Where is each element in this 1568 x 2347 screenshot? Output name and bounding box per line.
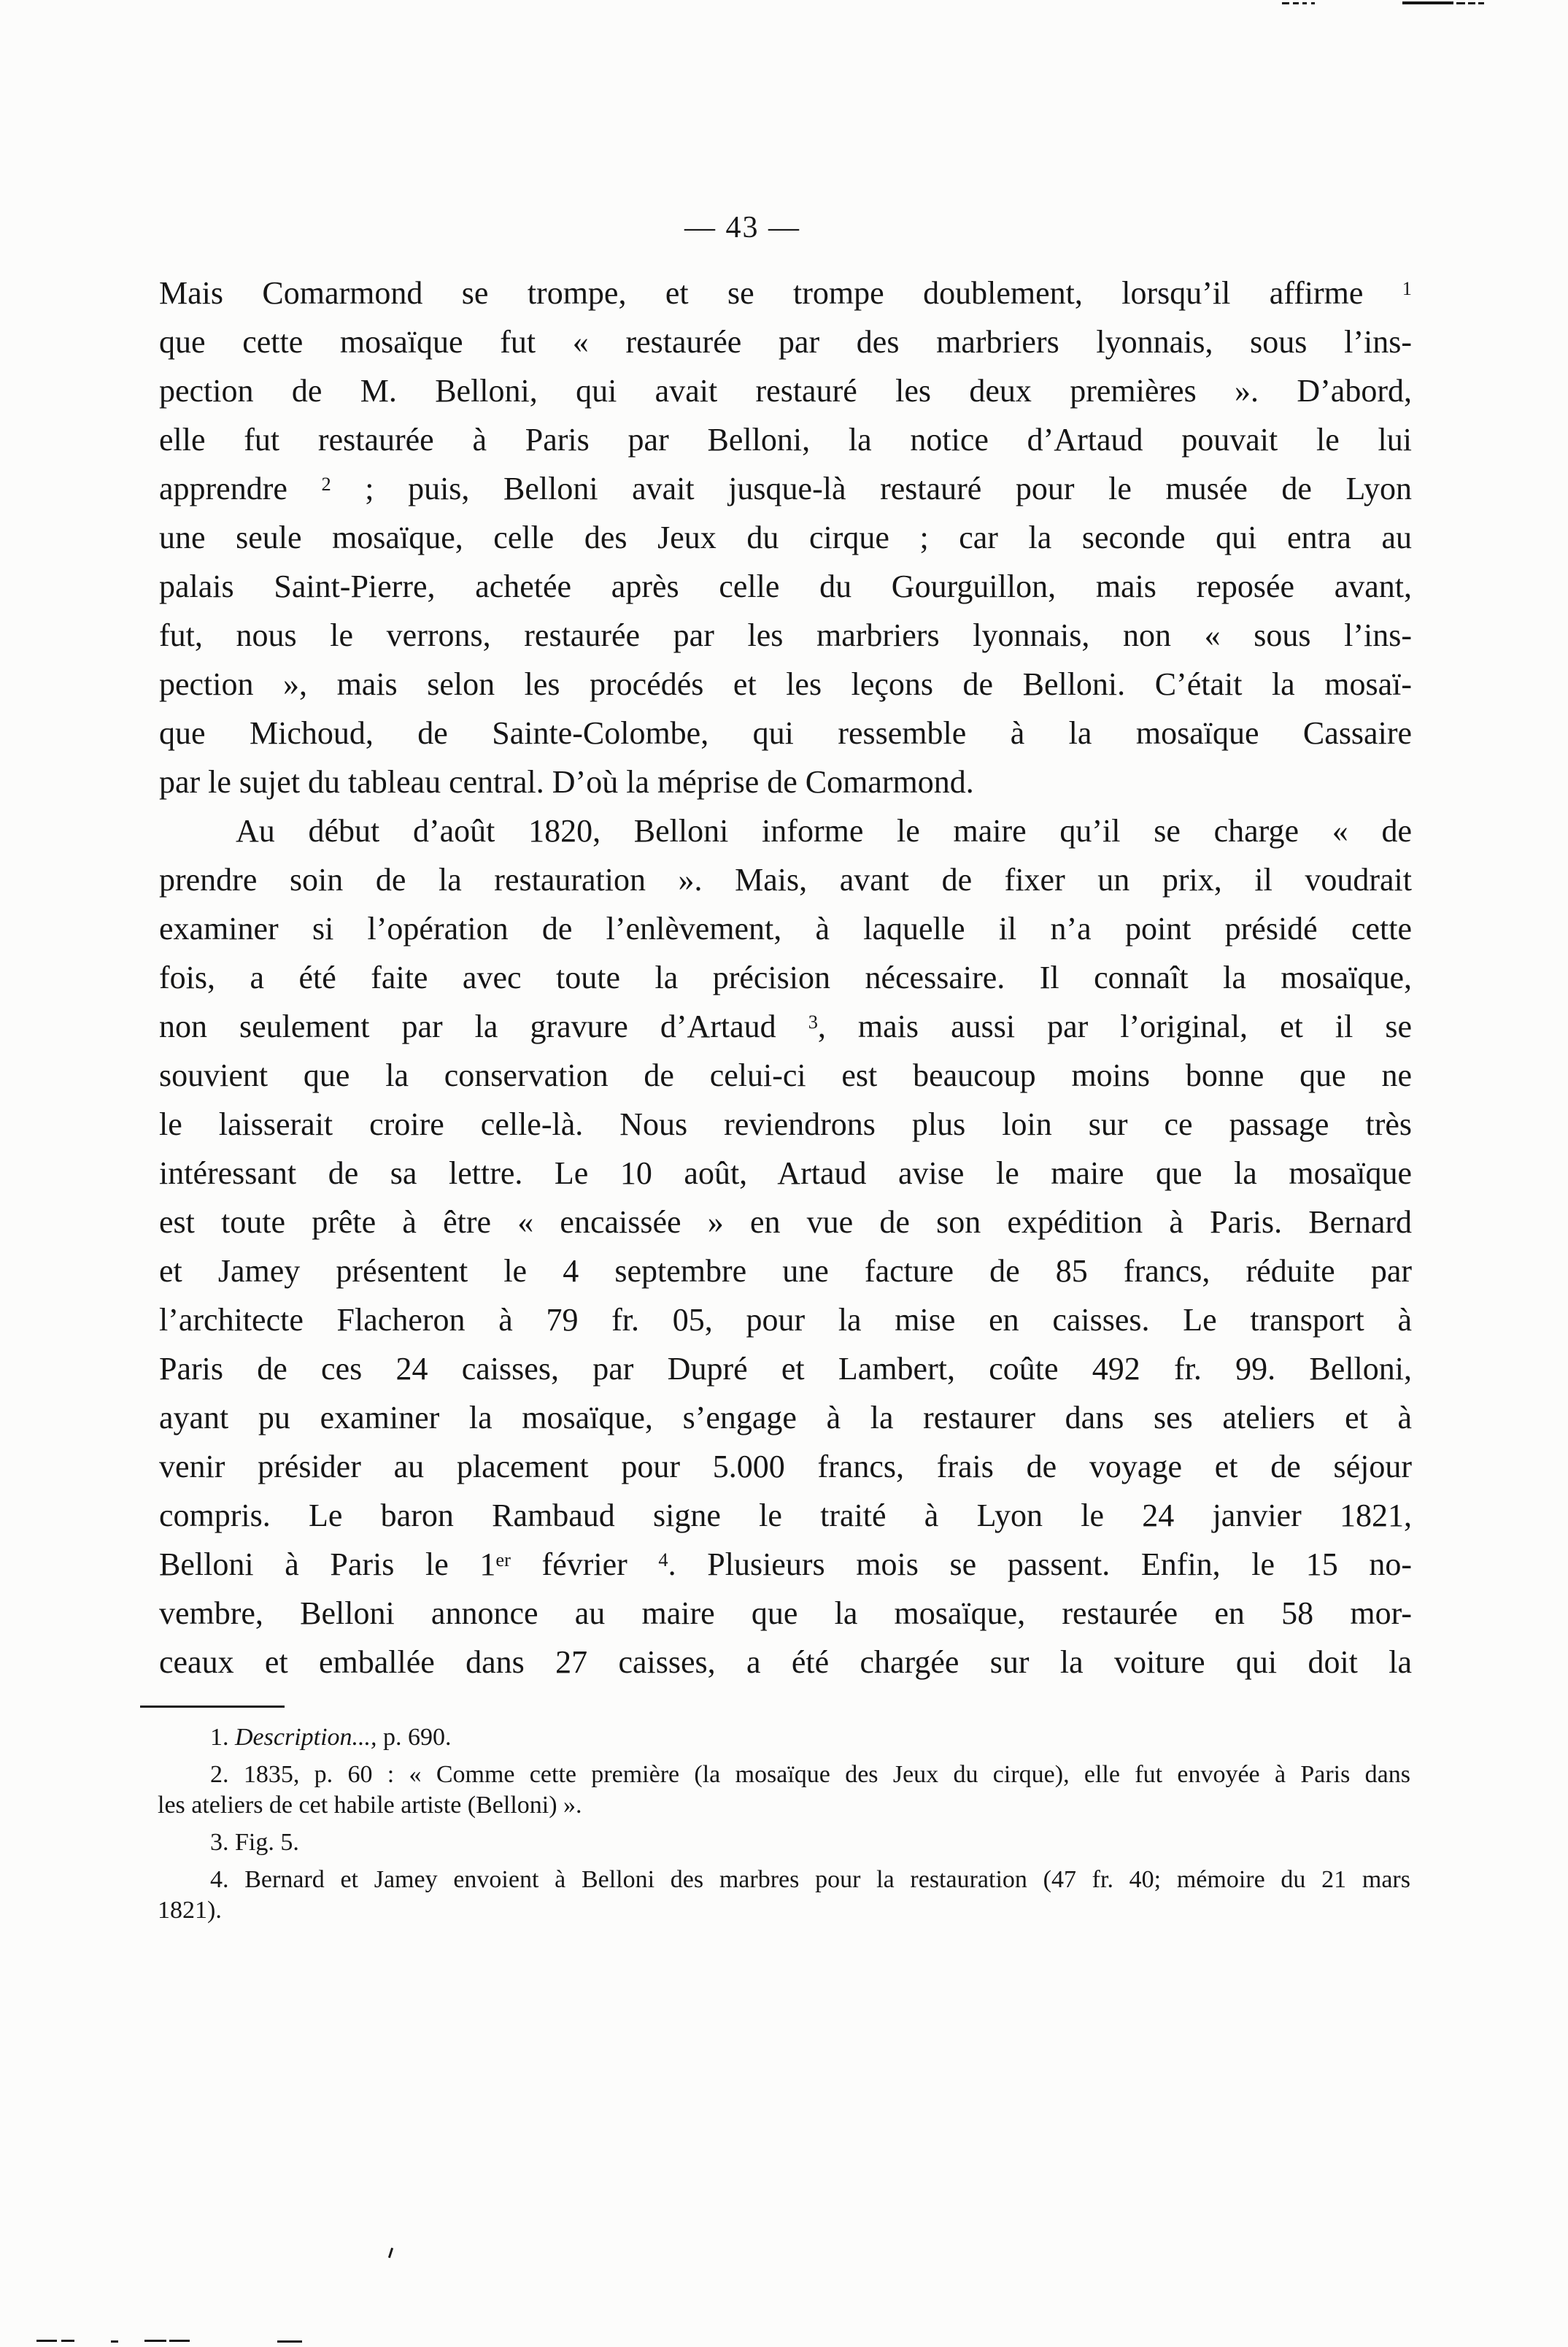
footnote-line: 3. Fig. 5. bbox=[210, 1829, 299, 1856]
body-line: prendre soin de la restauration ». Mais, avant de fixer un prix, il voudrait bbox=[159, 862, 1412, 898]
body-line: venir présider au placement pour 5.000 francs, frais de voyage et de séjour bbox=[159, 1449, 1412, 1484]
body-line: et Jamey présentent le 4 septembre une facture de 85 francs, réduite par bbox=[159, 1253, 1412, 1289]
footnote-line: les ateliers de cet habile artiste (Belloni) ». bbox=[158, 1792, 582, 1819]
body-line: examiner si l’opération de l’enlèvement, à laquelle il n’a point présidé cette bbox=[159, 911, 1412, 947]
footnote-reference: 1 bbox=[1402, 277, 1412, 300]
body-line: souvient que la conservation de celui-ci est beaucoup moins bonne que ne bbox=[159, 1057, 1412, 1093]
scan-artifact bbox=[1282, 2, 1289, 4]
footnote-item bbox=[158, 1827, 1410, 1858]
body-line: compris. Le baron Rambaud signe le traité à Lyon le 24 janvier 1821, bbox=[159, 1498, 1412, 1533]
scan-artifact bbox=[1302, 2, 1307, 4]
body-line: vembre, Belloni annonce au maire que la mosaïque, restaurée en 58 mor- bbox=[159, 1595, 1412, 1631]
body-line: pection de M. Belloni, qui avait restauré les deux premières ». D’abord, bbox=[159, 373, 1412, 409]
page-number: — 43 — bbox=[684, 211, 800, 244]
scan-artifact bbox=[169, 2340, 190, 2342]
body-line: une seule mosaïque, celle des Jeux du cirque ; car la seconde qui entra au bbox=[159, 520, 1412, 555]
body-line: que cette mosaïque fut « restaurée par des marbriers lyonnais, sous l’ins- bbox=[159, 324, 1412, 360]
footnote-line: 2. 1835, p. 60 : « Comme cette première (la mosaïque des Jeux du cirque), elle fut envoyée à Paris dans bbox=[210, 1761, 1410, 1788]
footnote-reference: er bbox=[495, 1549, 511, 1571]
body-line: pection », mais selon les procédés et les leçons de Belloni. C’était la mosaï- bbox=[159, 666, 1412, 702]
footnotes bbox=[158, 1722, 1410, 1932]
scan-artifact bbox=[144, 2340, 166, 2342]
scan-artifact bbox=[1402, 1, 1453, 4]
emphasized-text: Description..., bbox=[235, 1724, 377, 1751]
body-line: elle fut restaurée à Paris par Belloni, la notice d’Artaud pouvait le lui bbox=[159, 422, 1412, 458]
body-line: ayant pu examiner la mosaïque, s’engage à la restaurer dans ses ateliers et à bbox=[159, 1400, 1412, 1435]
scan-artifact bbox=[36, 2340, 57, 2342]
body-line: le laisserait croire celle-là. Nous reviendrons plus loin sur ce passage très bbox=[159, 1106, 1412, 1142]
body-line: fut, nous le verrons, restaurée par les marbriers lyonnais, non « sous l’ins- bbox=[159, 617, 1412, 653]
body-line: Mais Comarmond se trompe, et se trompe doublement, lorsqu’il affirme $^1$ bbox=[159, 275, 1412, 311]
scan-artifact bbox=[1311, 2, 1315, 4]
scan-artifact bbox=[1293, 2, 1299, 4]
footnote-line: 4. Bernard et Jamey envoient à Belloni des marbres pour la restauration (47 fr. 40; mémoire du 21 mars bbox=[210, 1866, 1410, 1893]
body-line: Au début d’août 1820, Belloni informe le maire qu’il se charge « de bbox=[236, 813, 1412, 849]
body-line: Paris de ces 24 caisses, par Dupré et Lambert, coûte 492 fr. 99. Belloni, bbox=[159, 1351, 1412, 1387]
footnote-item bbox=[158, 1760, 1410, 1821]
scan-artifact bbox=[1456, 2, 1465, 4]
scan-artifact bbox=[1478, 2, 1484, 4]
body-line: apprendre $^2$ ; puis, Belloni avait jusque-là restauré pour le musée de Lyon bbox=[159, 471, 1412, 506]
footnote-reference: 2 bbox=[321, 473, 331, 496]
footnote-reference: 3 bbox=[808, 1011, 818, 1033]
body-line: intéressant de sa lettre. Le 10 août, Artaud avise le maire que la mosaïque bbox=[159, 1155, 1412, 1191]
body-line: est toute prête à être « encaissée » en vue de son expédition à Paris. Bernard bbox=[159, 1204, 1412, 1240]
body-line: Belloni à Paris le 1er février $^4$. Plusieurs mois se passent. Enfin, le 15 no- bbox=[159, 1546, 1412, 1582]
footnote-item bbox=[158, 1722, 1410, 1753]
footnote-line: 1821). bbox=[158, 1897, 222, 1924]
footnote-line: 1. Description..., p. 690. bbox=[210, 1724, 452, 1751]
body-line: fois, a été faite avec toute la précision nécessaire. Il connaît la mosaïque, bbox=[159, 960, 1412, 995]
scan-artifact bbox=[277, 2340, 302, 2343]
footnote-separator bbox=[140, 1706, 285, 1708]
footnote-item bbox=[158, 1865, 1410, 1926]
body-line: non seulement par la gravure d’Artaud $^3$, mais aussi par l’original, et il se bbox=[159, 1009, 1412, 1044]
body-line: par le sujet du tableau central. D’où la méprise de Comarmond. bbox=[159, 764, 974, 800]
body-text bbox=[159, 269, 1412, 1687]
body-line: palais Saint-Pierre, achetée après celle du Gourguillon, mais reposée avant, bbox=[159, 569, 1412, 604]
scan-artifact bbox=[111, 2340, 118, 2343]
scan-artifact bbox=[388, 2248, 393, 2258]
body-line: ceaux et emballée dans 27 caisses, a été chargée sur la voiture qui doit la bbox=[159, 1644, 1412, 1680]
body-line: l’architecte Flacheron à 79 fr. 05, pour la mise en caisses. Le transport à bbox=[159, 1302, 1412, 1338]
scan-artifact bbox=[61, 2340, 74, 2342]
scan-artifact bbox=[1468, 2, 1475, 4]
footnote-reference: 4 bbox=[658, 1549, 668, 1571]
body-line: que Michoud, de Sainte-Colombe, qui ressemble à la mosaïque Cassaire bbox=[159, 715, 1412, 751]
